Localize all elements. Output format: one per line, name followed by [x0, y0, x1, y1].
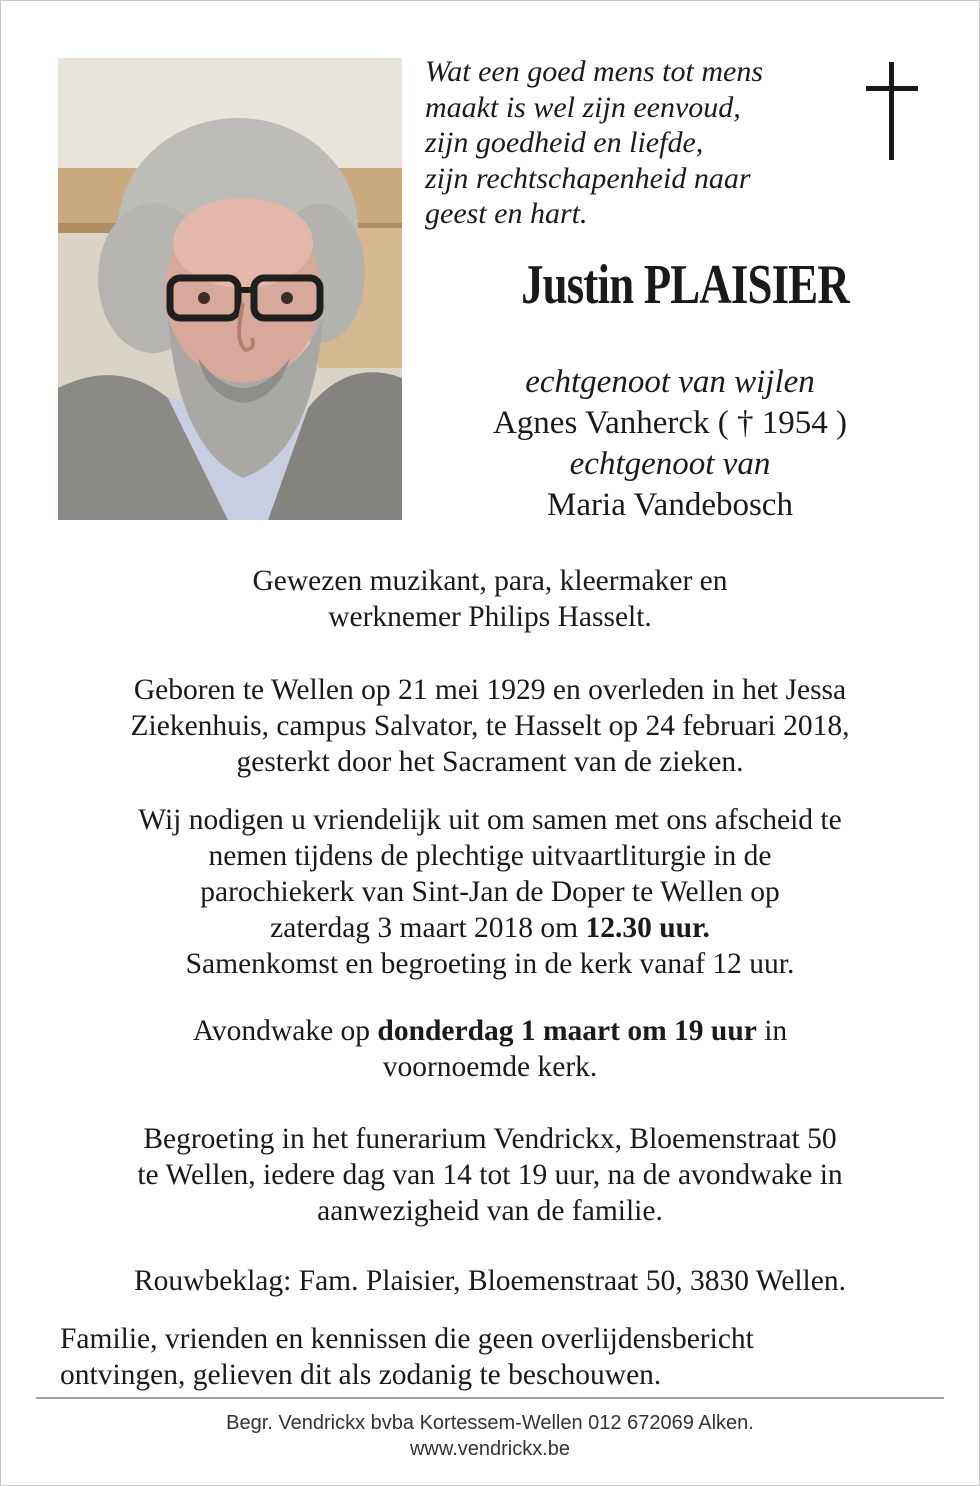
text-line: parochiekerk van Sint-Jan de Doper te Wellen op: [200, 876, 780, 908]
text-line: Gewezen muzikant, para, kleermaker en: [252, 565, 728, 597]
memorial-poem: [425, 54, 845, 232]
text-line: Wij nodigen u vriendelijk uit om samen met ons afscheid te: [138, 804, 842, 836]
poem-line: zijn goedheid en liefde,: [425, 126, 704, 159]
condolences-address: [40, 1263, 940, 1299]
text-span: in: [756, 1015, 788, 1047]
text-line: gesterkt door het Sacrament van de zieken.: [236, 746, 744, 778]
occupation-paragraph: [40, 563, 940, 635]
text-span: Avondwake op: [192, 1015, 378, 1047]
funeral-invitation: [40, 802, 940, 982]
deceased-name: Justin PLAISIER: [521, 254, 849, 316]
text-line: Samenkomst en begroeting in de kerk vanaf 12 uur.: [185, 948, 795, 980]
birth-death-paragraph: [40, 672, 940, 780]
text-line: werknemer Philips Hasselt.: [328, 601, 652, 633]
poem-line: Wat een goed mens tot mens: [425, 55, 763, 88]
text-line: nemen tijdens de plechtige uitvaartliturgie in de: [208, 840, 772, 872]
poem-line: geest en hart.: [425, 197, 588, 230]
funeral-time: 12.30 uur.: [585, 912, 710, 944]
text-line: [40, 910, 940, 946]
wake-paragraph: [40, 1013, 940, 1085]
portrait-photo: [58, 58, 402, 520]
text-line: voornoemde kerk.: [382, 1051, 598, 1083]
spouse-name: Agnes Vanherck ( † 1954 ): [492, 405, 848, 441]
cross-icon: [862, 62, 922, 160]
wake-datetime: donderdag 1 maart om 19 uur: [377, 1015, 757, 1047]
funeral-home-info: Begr. Vendrickx bvba Kortessem-Wellen 012 672069 Alken.: [226, 1412, 754, 1434]
spouse-name: Maria Vandebosch: [547, 487, 793, 523]
text-line: Ziekenhuis, campus Salvator, te Hasselt op 24 februari 2018,: [130, 710, 850, 742]
spouse-block: [410, 362, 930, 526]
funeral-home-website[interactable]: www.vendrickx.be: [409, 1438, 571, 1460]
text-line: [40, 1013, 940, 1049]
poem-line: zijn rechtschapenheid naar: [425, 161, 751, 195]
footer-divider: [36, 1397, 944, 1399]
spouse-relation: echtgenoot van: [569, 446, 771, 482]
text-line: Rouwbeklag: Fam. Plaisier, Bloemenstraat 50, 3830 Wellen.: [134, 1265, 846, 1297]
text-line: ontvingen, gelieven dit als zodanig te beschouwen.: [60, 1359, 662, 1391]
text-span: zaterdag 3 maart 2018 om: [270, 912, 586, 944]
closing-paragraph: [60, 1321, 960, 1393]
text-line: aanwezigheid van de familie.: [317, 1195, 663, 1227]
text-line: Begroeting in het funerarium Vendrickx, Bloemenstraat 50: [143, 1123, 837, 1155]
text-line: Geboren te Wellen op 21 mei 1929 en overleden in het Jessa: [133, 674, 847, 706]
spouse-relation: echtgenoot van wijlen: [525, 364, 815, 400]
poem-line: maakt is wel zijn eenvoud,: [425, 90, 741, 124]
visitation-paragraph: [40, 1121, 940, 1229]
text-line: te Wellen, iedere dag van 14 tot 19 uur, na de avondwake in: [137, 1159, 843, 1191]
text-line: Familie, vrienden en kennissen die geen overlijdensbericht: [60, 1323, 754, 1355]
